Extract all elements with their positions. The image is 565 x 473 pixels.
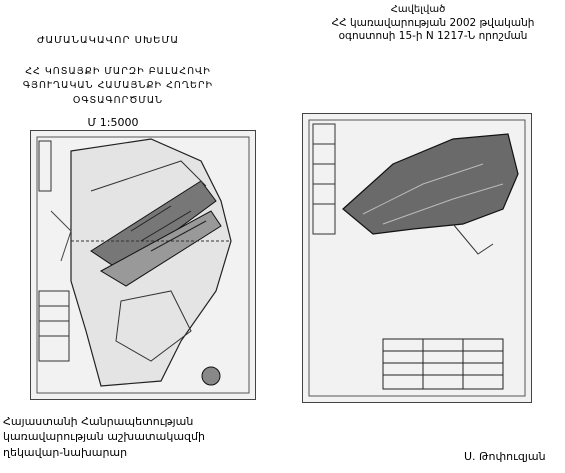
footer-left-line1: Հայաստանի Հանրապետության — [3, 415, 194, 428]
decree-line1: ՀՀ կառավարության 2002 թվականի — [331, 17, 535, 29]
right-map-scan — [302, 113, 532, 403]
approved-label: Հավելված — [390, 4, 446, 15]
footer-left-line3: ղեկավար-նախարար — [3, 446, 128, 459]
right-map-drawing — [303, 114, 531, 402]
left-subtitle-line3: ՕԳՏԱԳՈՐԾՄԱՆ — [72, 95, 164, 106]
decree-line2: օգոստոսի 15-ի N 1217-Ն որոշման — [338, 30, 528, 42]
left-subtitle-line2: ԳՅՈՒՂԱԿԱՆ ՀԱՄԱՅՆՔԻ ՀՈՂԵՐԻ — [22, 80, 214, 91]
footer-left-line2: կառավարության աշխատակազմի — [3, 430, 205, 443]
left-scheme-heading: ԺԱՄԱՆԱԿԱՎՈՐ ՍԽԵՄԱ — [36, 35, 180, 46]
signatory-name: Ս. Թոփուզյան — [464, 450, 546, 463]
left-map-drawing — [31, 131, 255, 399]
left-subtitle-line1: ՀՀ ԿՈՏԱՅՔԻ ՄԱՐԶԻ ԲԱԼԱՀՈՎԻ — [25, 66, 211, 77]
map-scale-label: Մ 1:5000 — [87, 116, 139, 129]
left-map-scan — [30, 130, 256, 400]
